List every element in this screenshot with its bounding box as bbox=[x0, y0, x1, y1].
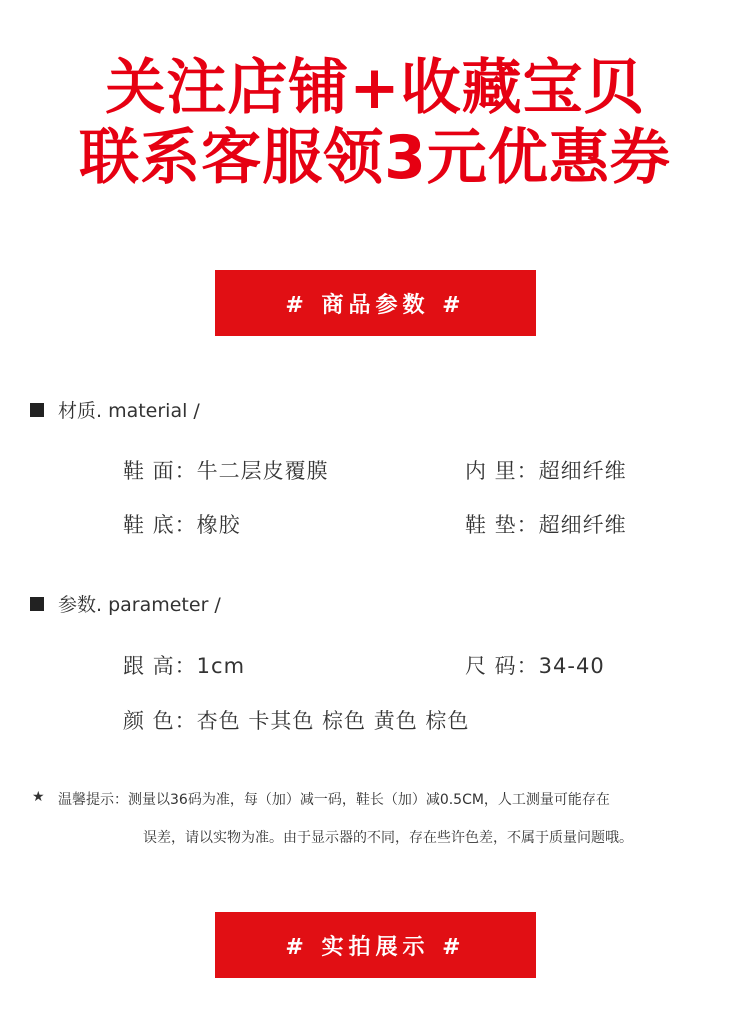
product-params-banner: # 商品参数 # bbox=[215, 270, 536, 336]
size-range: 尺 码：34-40 bbox=[465, 654, 605, 678]
parameter-title-text: 参数. parameter / bbox=[58, 594, 221, 616]
material-title-text: 材质. material / bbox=[58, 400, 200, 422]
promo-headline-line2: 联系客服领3元优惠券 bbox=[79, 123, 671, 193]
lining-material: 内 里：超细纤维 bbox=[465, 459, 627, 483]
color-options: 颜 色：杏色 卡其色 棕色 黄色 棕色 bbox=[123, 709, 470, 733]
promo-headline-line1: 关注店铺+收藏宝贝 bbox=[105, 53, 645, 123]
showcase-banner: # 实拍展示 # bbox=[215, 912, 536, 978]
star-icon: ★ bbox=[32, 789, 45, 805]
heel-height: 跟 高：1cm bbox=[123, 654, 246, 678]
insole-material: 鞋 垫：超细纤维 bbox=[465, 513, 627, 537]
tip-line2: 误差，请以实物为准。由于显示器的不同，存在些许色差，不属于质量问题哦。 bbox=[143, 830, 633, 846]
upper-material: 鞋 面：牛二层皮覆膜 bbox=[123, 459, 329, 483]
parameter-section-title bbox=[30, 590, 221, 617]
square-bullet-icon bbox=[30, 403, 44, 417]
material-section-title bbox=[30, 396, 200, 423]
sole-material: 鞋 底：橡胶 bbox=[123, 513, 241, 537]
square-bullet-icon bbox=[30, 597, 44, 611]
tip-line1: 温馨提示：测量以36码为准，每（加）减一码，鞋长（加）减0.5CM，人工测量可能存在 bbox=[58, 792, 610, 808]
